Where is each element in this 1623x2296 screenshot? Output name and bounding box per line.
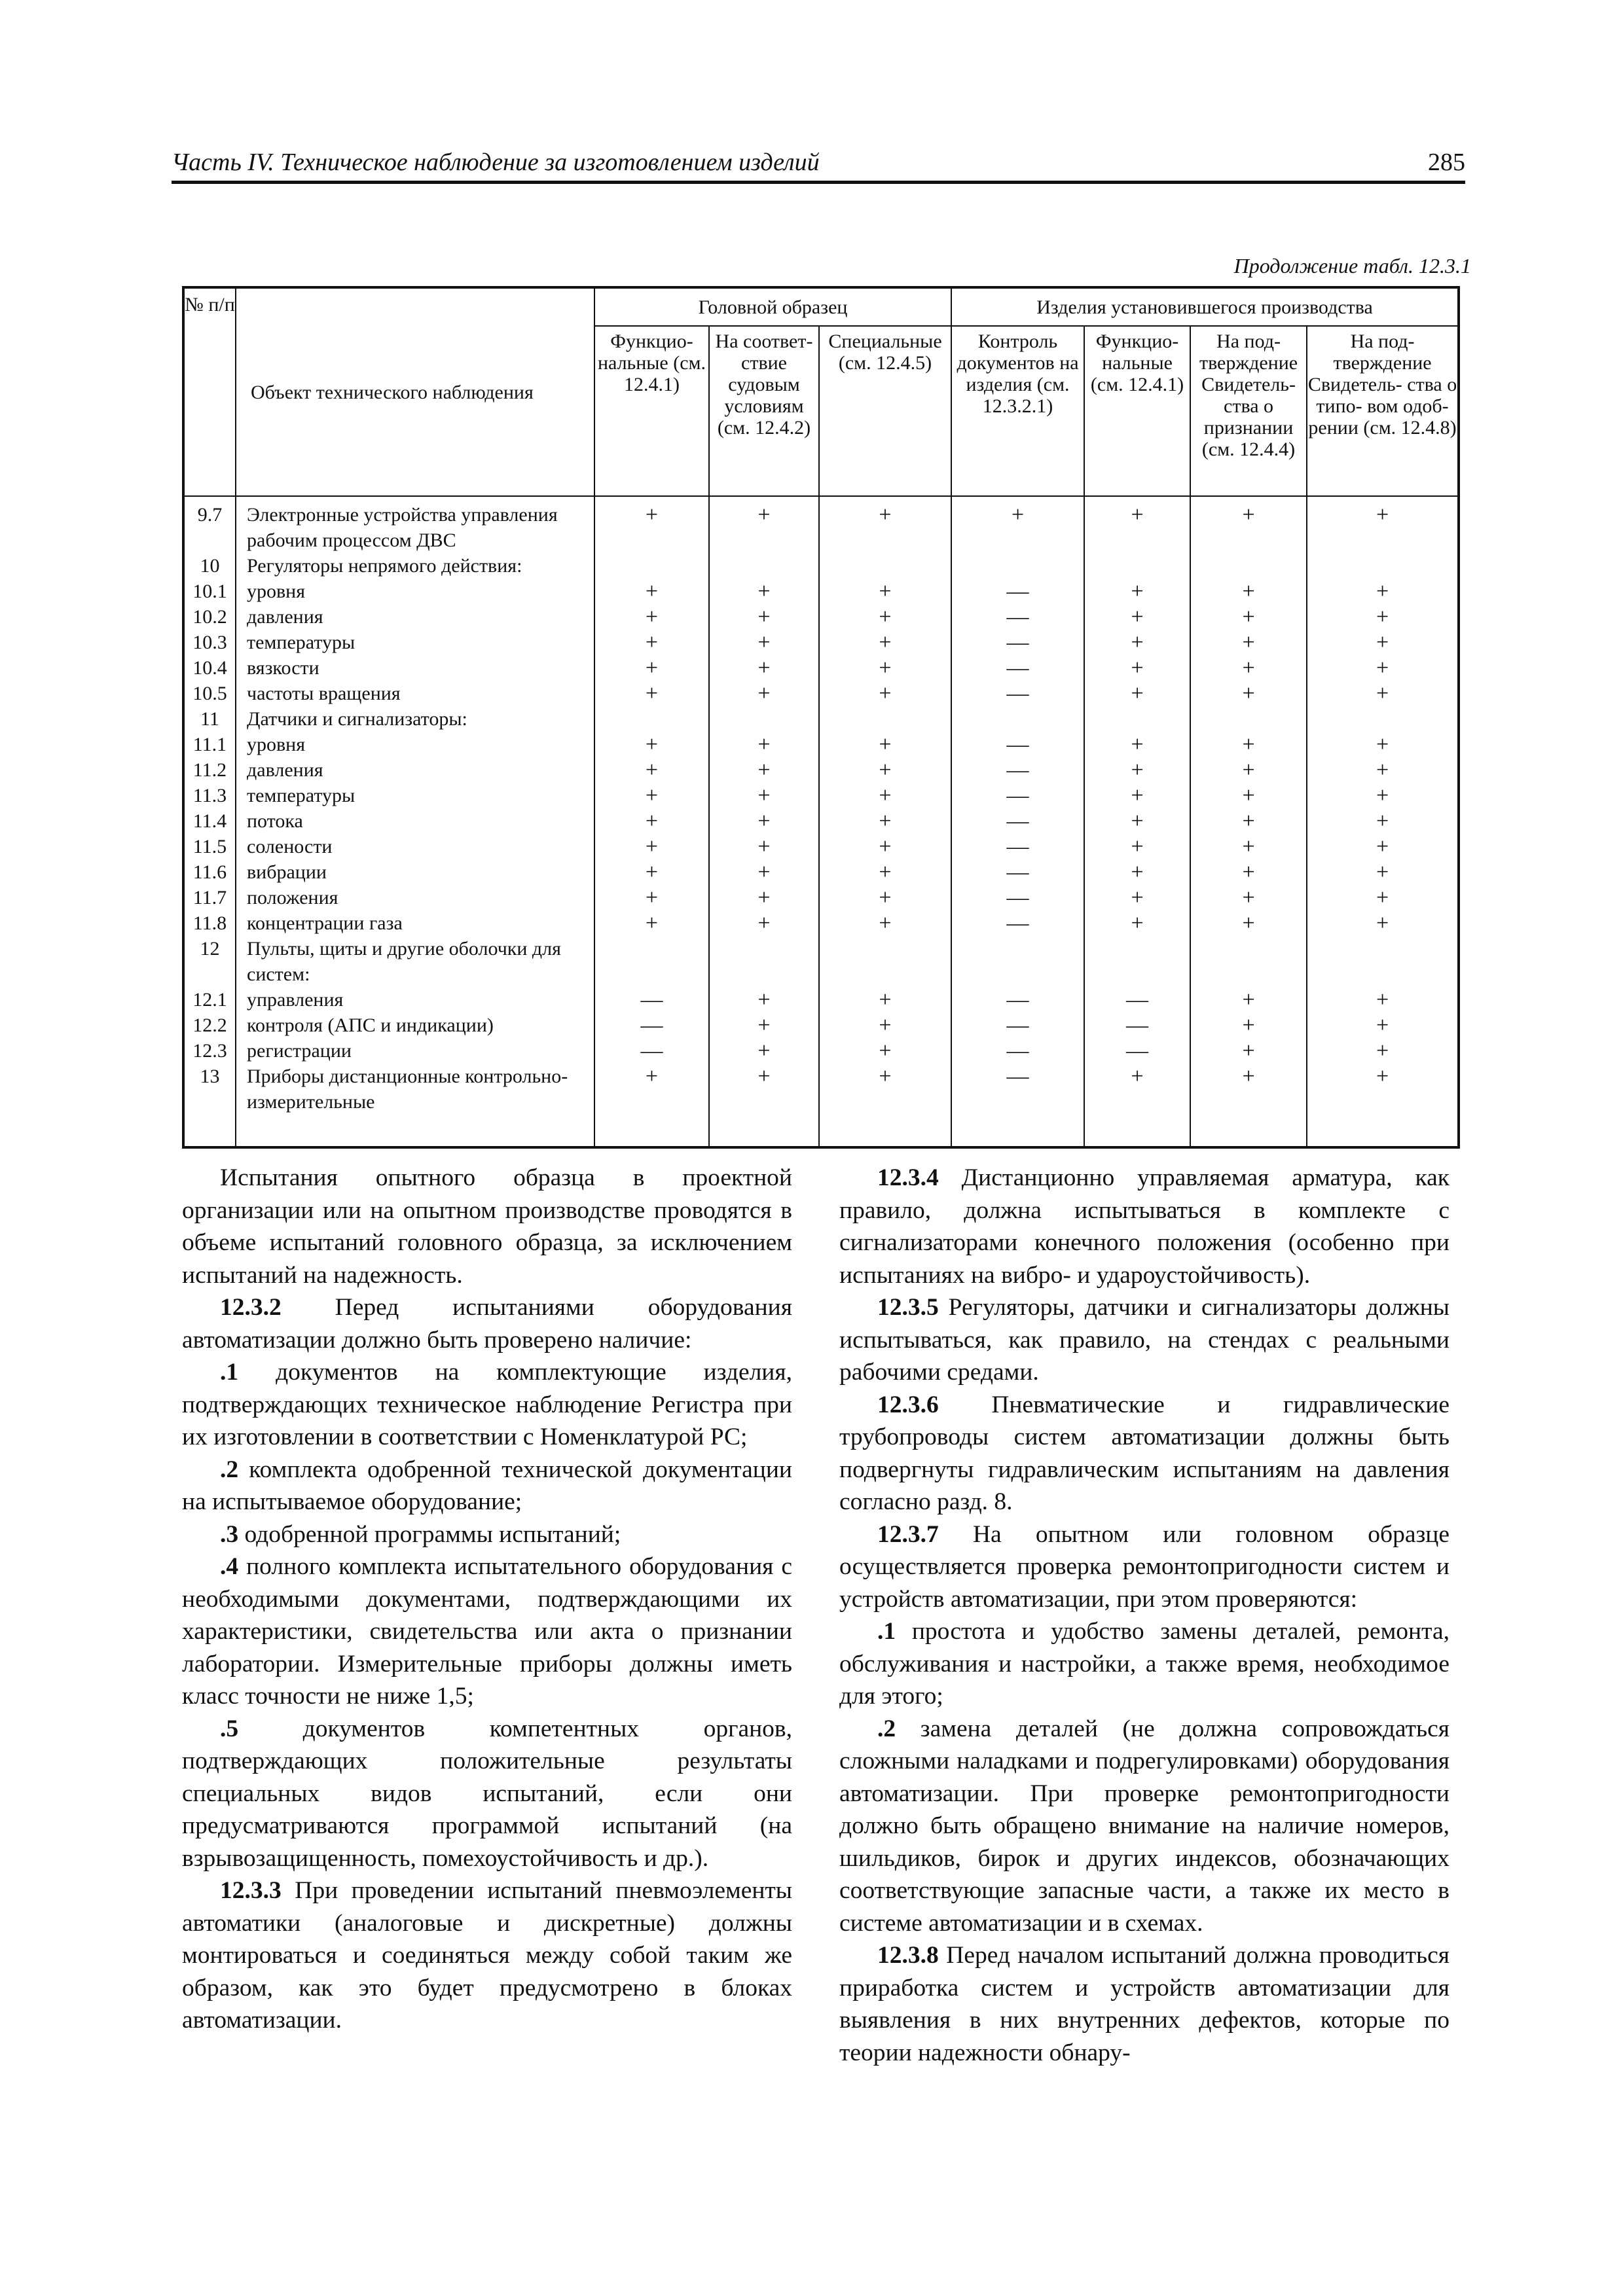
row-mark xyxy=(1307,553,1459,579)
row-mark: + xyxy=(1307,579,1459,604)
row-number: 10.5 xyxy=(183,681,236,706)
row-mark xyxy=(951,706,1084,732)
row-mark: + xyxy=(1307,859,1459,885)
row-object-name: давления xyxy=(236,604,594,630)
row-mark: + xyxy=(819,885,951,910)
row-number: 11.7 xyxy=(183,885,236,910)
paragraph xyxy=(182,1291,792,1356)
row-mark xyxy=(1190,553,1307,579)
paragraph xyxy=(182,1551,792,1713)
row-mark: + xyxy=(819,834,951,859)
paragraph xyxy=(839,1939,1450,2069)
row-mark xyxy=(1190,706,1307,732)
table-row xyxy=(183,604,1459,630)
row-mark: + xyxy=(951,496,1084,553)
row-mark: + xyxy=(1307,834,1459,859)
table-row xyxy=(183,1038,1459,1064)
paragraph-text: Перед началом испытаний должна проводиться приработка систем и устройств автоматизации для выявления в них внутренних дефектов, которые по теории надежности обнару- xyxy=(839,1942,1450,2066)
row-mark: — xyxy=(951,859,1084,885)
row-mark: + xyxy=(594,681,709,706)
row-object-name: уровня xyxy=(236,732,594,757)
table-row xyxy=(183,834,1459,859)
row-mark: + xyxy=(709,808,819,834)
clause-number: .1 xyxy=(220,1359,239,1386)
row-mark: + xyxy=(1190,783,1307,808)
row-object-name: Электронные устройства управления рабочим процессом ДВС xyxy=(236,496,594,553)
row-mark: + xyxy=(1307,808,1459,834)
row-object-name: Приборы дистанционные контрольно- измерительные xyxy=(236,1064,594,1147)
paragraph-text: Пневматические и гидравлические трубопроводы систем автоматизации должны быть подвергнуты гидравлическим испытаниям на давления согласно разд. 8. xyxy=(839,1391,1450,1515)
table-caption: Продолжение табл. 12.3.1 xyxy=(1233,254,1471,278)
paragraph-text: комплекта одобренной технической документации на испытываемое оборудование; xyxy=(182,1456,792,1515)
row-number: 9.7 xyxy=(183,496,236,553)
row-mark: + xyxy=(819,1013,951,1038)
row-number: 10.3 xyxy=(183,630,236,655)
row-mark: — xyxy=(951,910,1084,936)
running-title: Часть IV. Техническое наблюдение за изготовлением изделий xyxy=(172,149,820,176)
table-body xyxy=(183,496,1459,1147)
row-number: 10.2 xyxy=(183,604,236,630)
table-row xyxy=(183,681,1459,706)
row-mark: + xyxy=(819,808,951,834)
paragraph-text: документов на комплектующие изделия, подтверждающих техническое наблюдение Регистра при их изготовлении в соответствии с Номенклатурой РС; xyxy=(182,1359,792,1450)
row-mark: + xyxy=(819,732,951,757)
table-row xyxy=(183,885,1459,910)
row-mark: + xyxy=(709,757,819,783)
row-mark: + xyxy=(1084,579,1190,604)
row-mark xyxy=(1084,936,1190,987)
row-object-name: контроля (АПС и индикации) xyxy=(236,1013,594,1038)
row-object-name: регистрации xyxy=(236,1038,594,1064)
row-mark: + xyxy=(1190,1038,1307,1064)
row-mark: — xyxy=(1084,1013,1190,1038)
row-mark: + xyxy=(709,1064,819,1147)
row-mark: — xyxy=(1084,1038,1190,1064)
row-mark: + xyxy=(1084,1064,1190,1147)
row-mark: + xyxy=(819,655,951,681)
row-mark: + xyxy=(1084,910,1190,936)
row-mark: — xyxy=(594,987,709,1013)
row-mark xyxy=(951,553,1084,579)
row-mark: + xyxy=(709,910,819,936)
row-mark: + xyxy=(1307,604,1459,630)
row-number: 13 xyxy=(183,1064,236,1147)
header-group-lead-sample: Головной образец xyxy=(594,287,951,326)
clause-number: .2 xyxy=(877,1715,896,1742)
row-object-name: солености xyxy=(236,834,594,859)
row-mark xyxy=(709,706,819,732)
row-mark: + xyxy=(819,910,951,936)
clause-number: 12.3.8 xyxy=(877,1942,939,1969)
row-mark: + xyxy=(1307,655,1459,681)
row-number: 10.4 xyxy=(183,655,236,681)
table-row xyxy=(183,579,1459,604)
row-mark: + xyxy=(1190,655,1307,681)
clause-number: 12.3.3 xyxy=(220,1877,282,1904)
row-mark: + xyxy=(594,579,709,604)
row-mark xyxy=(819,706,951,732)
clause-number: 12.3.2 xyxy=(220,1294,282,1321)
header-sub: Функцио- нальные (см. 12.4.1) xyxy=(594,326,709,496)
row-object-name: Регуляторы непрямого действия: xyxy=(236,553,594,579)
row-mark: + xyxy=(1307,885,1459,910)
row-mark: — xyxy=(951,757,1084,783)
clause-number: 12.3.4 xyxy=(877,1164,939,1191)
row-number: 11.1 xyxy=(183,732,236,757)
row-mark: + xyxy=(1084,859,1190,885)
table-row xyxy=(183,1064,1459,1147)
row-mark: + xyxy=(1190,732,1307,757)
table-row xyxy=(183,936,1459,987)
header-sub: Функцио- нальные (см. 12.4.1) xyxy=(1084,326,1190,496)
row-mark: — xyxy=(951,630,1084,655)
table-row xyxy=(183,987,1459,1013)
paragraph-text: замена деталей (не должна сопровождаться сложными наладками и подрегулировками) оборудования автоматизации. При проверке ремонтопригодности должно быть обращено внимание на наличие номеров, шильдиков, бирок и других индексов, обозначающих соответствующие запасные части, а также их место в системе автоматизации и в схемах. xyxy=(839,1715,1450,1937)
row-number: 11.4 xyxy=(183,808,236,834)
table-row xyxy=(183,808,1459,834)
clause-number: 12.3.5 xyxy=(877,1294,939,1321)
paragraph-text: документов компетентных органов, подтверждающих положительные результаты специальных видов испытаний, если они предусматриваются программой испытаний (на взрывозащищенность, помехоустойчивость и др.). xyxy=(182,1715,792,1872)
table-row xyxy=(183,859,1459,885)
header-object: Объект технического наблюдения xyxy=(236,287,594,496)
row-mark: — xyxy=(951,834,1084,859)
table-row xyxy=(183,783,1459,808)
row-mark: + xyxy=(709,987,819,1013)
row-mark: + xyxy=(1190,1013,1307,1038)
row-number: 10.1 xyxy=(183,579,236,604)
paragraph xyxy=(182,1454,792,1518)
row-mark: + xyxy=(1084,496,1190,553)
row-mark: + xyxy=(819,757,951,783)
paragraph-text: Регуляторы, датчики и сигнализаторы должны испытываться, как правило, на стендах с реальными рабочими средами. xyxy=(839,1294,1450,1386)
text-column-left xyxy=(182,1162,792,2037)
row-mark: + xyxy=(1084,732,1190,757)
row-mark: + xyxy=(1190,834,1307,859)
clause-number: .5 xyxy=(220,1715,239,1742)
row-object-name: температуры xyxy=(236,783,594,808)
row-mark: + xyxy=(1084,655,1190,681)
paragraph xyxy=(182,1874,792,2037)
clause-number: 12.3.6 xyxy=(877,1391,939,1418)
row-mark xyxy=(951,936,1084,987)
row-mark: + xyxy=(1190,1064,1307,1147)
row-object-name: вибрации xyxy=(236,859,594,885)
row-number: 12.3 xyxy=(183,1038,236,1064)
row-mark xyxy=(709,553,819,579)
row-mark: + xyxy=(1307,630,1459,655)
row-mark: + xyxy=(1190,681,1307,706)
row-mark: + xyxy=(1190,579,1307,604)
row-mark: + xyxy=(594,496,709,553)
paragraph xyxy=(182,1518,792,1551)
row-mark: + xyxy=(819,604,951,630)
row-mark: + xyxy=(1084,783,1190,808)
row-mark: — xyxy=(951,1013,1084,1038)
row-mark: + xyxy=(594,732,709,757)
row-mark: — xyxy=(951,604,1084,630)
row-mark: + xyxy=(709,655,819,681)
row-object-name: давления xyxy=(236,757,594,783)
row-mark: + xyxy=(1190,757,1307,783)
row-object-name: уровня xyxy=(236,579,594,604)
row-mark: + xyxy=(1190,987,1307,1013)
row-mark: + xyxy=(594,604,709,630)
row-mark: + xyxy=(709,604,819,630)
row-mark: + xyxy=(1307,1064,1459,1147)
paragraph xyxy=(182,1162,792,1291)
row-mark: + xyxy=(594,808,709,834)
row-mark: + xyxy=(1190,630,1307,655)
table-row xyxy=(183,757,1459,783)
row-mark: + xyxy=(819,859,951,885)
header-num: № п/п xyxy=(183,287,236,496)
row-mark: + xyxy=(1307,910,1459,936)
row-mark: — xyxy=(951,655,1084,681)
row-mark xyxy=(1190,936,1307,987)
row-mark: + xyxy=(594,630,709,655)
clause-number: .4 xyxy=(220,1553,239,1580)
header-sub: Контроль документов на изделия (см. 12.3.2.1) xyxy=(951,326,1084,496)
row-mark xyxy=(1307,706,1459,732)
row-mark: + xyxy=(1307,987,1459,1013)
row-mark: + xyxy=(1307,757,1459,783)
row-number: 12.2 xyxy=(183,1013,236,1038)
row-mark: + xyxy=(819,1038,951,1064)
table-row xyxy=(183,732,1459,757)
row-mark: + xyxy=(819,681,951,706)
row-mark: + xyxy=(594,1064,709,1147)
row-mark: + xyxy=(594,757,709,783)
row-mark: + xyxy=(709,783,819,808)
row-object-name: управления xyxy=(236,987,594,1013)
row-mark: + xyxy=(819,579,951,604)
row-number: 11.3 xyxy=(183,783,236,808)
row-mark: + xyxy=(1190,885,1307,910)
row-mark: — xyxy=(951,732,1084,757)
row-number: 11.6 xyxy=(183,859,236,885)
row-mark: + xyxy=(709,630,819,655)
row-mark: + xyxy=(709,859,819,885)
row-mark: + xyxy=(1307,1013,1459,1038)
row-object-name: частоты вращения xyxy=(236,681,594,706)
table-row xyxy=(183,910,1459,936)
clause-number: .1 xyxy=(877,1618,896,1645)
row-mark: + xyxy=(1084,757,1190,783)
row-mark: + xyxy=(594,655,709,681)
row-number: 12.1 xyxy=(183,987,236,1013)
row-mark xyxy=(594,553,709,579)
row-mark: + xyxy=(1190,496,1307,553)
row-number: 11.5 xyxy=(183,834,236,859)
row-mark: + xyxy=(1084,630,1190,655)
supervision-table xyxy=(182,286,1460,1149)
paragraph-text: одобренной программы испытаний; xyxy=(238,1520,621,1548)
row-mark: + xyxy=(594,885,709,910)
row-mark: + xyxy=(1190,604,1307,630)
row-mark: + xyxy=(1190,808,1307,834)
paragraph-text: Перед испытаниями оборудования автоматизации должно быть проверено наличие: xyxy=(182,1294,792,1354)
page-number: 285 xyxy=(1428,149,1465,176)
paragraph-text: Дистанционно управляемая арматура, как правило, должна испытываться в комплекте с сигнализаторами конечного положения (особенно при испытаниях на вибро- и удароустойчивость). xyxy=(839,1164,1450,1289)
row-mark: + xyxy=(709,732,819,757)
header-sub: На соответ- ствие судовым условиям (см. 12.4.2) xyxy=(709,326,819,496)
table-row xyxy=(183,655,1459,681)
paragraph-text: Испытания опытного образца в проектной организации или на опытном производстве проводятся в объеме испытаний головного образца, за исключением испытаний на надежность. xyxy=(182,1164,792,1289)
row-mark: — xyxy=(594,1038,709,1064)
clause-number: .2 xyxy=(220,1456,239,1483)
row-mark: + xyxy=(819,1064,951,1147)
row-mark xyxy=(819,936,951,987)
row-mark: + xyxy=(1084,604,1190,630)
row-mark: + xyxy=(819,630,951,655)
row-mark: + xyxy=(709,885,819,910)
paragraph-text: полного комплекта испытательного оборудования с необходимыми документами, подтверждающими их характеристики, свидетельства или акта о признании лаборатории. Измерительные приборы должны иметь класс точности не ниже 1,5; xyxy=(182,1553,792,1710)
clause-number: .3 xyxy=(220,1520,239,1548)
row-mark xyxy=(1084,706,1190,732)
row-mark: + xyxy=(594,834,709,859)
row-object-name: концентрации газа xyxy=(236,910,594,936)
row-mark xyxy=(1084,553,1190,579)
row-mark: + xyxy=(709,579,819,604)
row-mark: — xyxy=(951,579,1084,604)
table-row xyxy=(183,553,1459,579)
header-sub: На под- тверждение Свидетель- ства о типо- вом одоб- рении (см. 12.4.8) xyxy=(1307,326,1459,496)
row-mark: — xyxy=(951,1038,1084,1064)
row-object-name: Пульты, щиты и другие оболочки для систем: xyxy=(236,936,594,987)
row-mark: — xyxy=(951,1064,1084,1147)
row-number: 10 xyxy=(183,553,236,579)
row-mark xyxy=(819,553,951,579)
row-number: 11.2 xyxy=(183,757,236,783)
row-mark: + xyxy=(594,859,709,885)
table-row xyxy=(183,706,1459,732)
page-header xyxy=(172,148,1465,184)
paragraph xyxy=(839,1389,1450,1518)
table-row xyxy=(183,630,1459,655)
row-mark: + xyxy=(819,987,951,1013)
row-mark: + xyxy=(1190,859,1307,885)
paragraph xyxy=(839,1615,1450,1713)
clause-number: 12.3.7 xyxy=(877,1520,939,1548)
row-mark xyxy=(594,936,709,987)
row-mark xyxy=(1307,936,1459,987)
row-mark: + xyxy=(1190,910,1307,936)
row-mark: + xyxy=(594,910,709,936)
header-group-serial-production: Изделия установившегося производства xyxy=(951,287,1459,326)
row-object-name: температуры xyxy=(236,630,594,655)
row-mark: + xyxy=(709,834,819,859)
row-mark: + xyxy=(1084,885,1190,910)
text-column-right xyxy=(839,1162,1450,2069)
row-number: 12 xyxy=(183,936,236,987)
row-mark: — xyxy=(594,1013,709,1038)
row-number: 11 xyxy=(183,706,236,732)
row-mark: + xyxy=(1307,496,1459,553)
row-mark: + xyxy=(819,496,951,553)
row-mark: + xyxy=(709,681,819,706)
row-mark: + xyxy=(709,496,819,553)
row-mark: — xyxy=(951,681,1084,706)
paragraph-text: На опытном или головном образце осуществляется проверка ремонтопригодности систем и устройств автоматизации, при этом проверяются: xyxy=(839,1520,1450,1613)
row-mark: + xyxy=(594,783,709,808)
row-mark: + xyxy=(1084,834,1190,859)
row-mark: + xyxy=(819,783,951,808)
row-mark: + xyxy=(1307,783,1459,808)
row-object-name: вязкости xyxy=(236,655,594,681)
row-object-name: положения xyxy=(236,885,594,910)
row-mark: + xyxy=(709,1038,819,1064)
row-number: 11.8 xyxy=(183,910,236,936)
paragraph xyxy=(839,1291,1450,1389)
row-mark xyxy=(709,936,819,987)
paragraph xyxy=(182,1713,792,1875)
row-object-name: потока xyxy=(236,808,594,834)
header-sub: Специальные (см. 12.4.5) xyxy=(819,326,951,496)
paragraph xyxy=(839,1518,1450,1616)
row-mark: + xyxy=(1307,681,1459,706)
table-row xyxy=(183,1013,1459,1038)
paragraph-text: простота и удобство замены деталей, ремонта, обслуживания и настройки, а также время, необходимое для этого; xyxy=(839,1618,1450,1710)
paragraph xyxy=(839,1713,1450,1940)
row-mark: + xyxy=(1307,732,1459,757)
row-mark: — xyxy=(1084,987,1190,1013)
row-mark: + xyxy=(1084,808,1190,834)
row-mark: + xyxy=(709,1013,819,1038)
row-object-name: Датчики и сигнализаторы: xyxy=(236,706,594,732)
paragraph xyxy=(839,1162,1450,1291)
row-mark xyxy=(594,706,709,732)
row-mark: — xyxy=(951,783,1084,808)
table-row xyxy=(183,496,1459,553)
paragraph xyxy=(182,1356,792,1454)
paragraph-text: При проведении испытаний пневмоэлементы автоматики (аналоговые и дискретные) должны монтироваться и соединяться между собой таким же образом, как это будет предусмотрено в блоках автоматизации. xyxy=(182,1877,792,2034)
row-mark: + xyxy=(1084,681,1190,706)
header-sub: На под- тверждение Свидетель- ства о признании (см. 12.4.4) xyxy=(1190,326,1307,496)
row-mark: — xyxy=(951,885,1084,910)
row-mark: — xyxy=(951,808,1084,834)
row-mark: + xyxy=(1307,1038,1459,1064)
row-mark: — xyxy=(951,987,1084,1013)
